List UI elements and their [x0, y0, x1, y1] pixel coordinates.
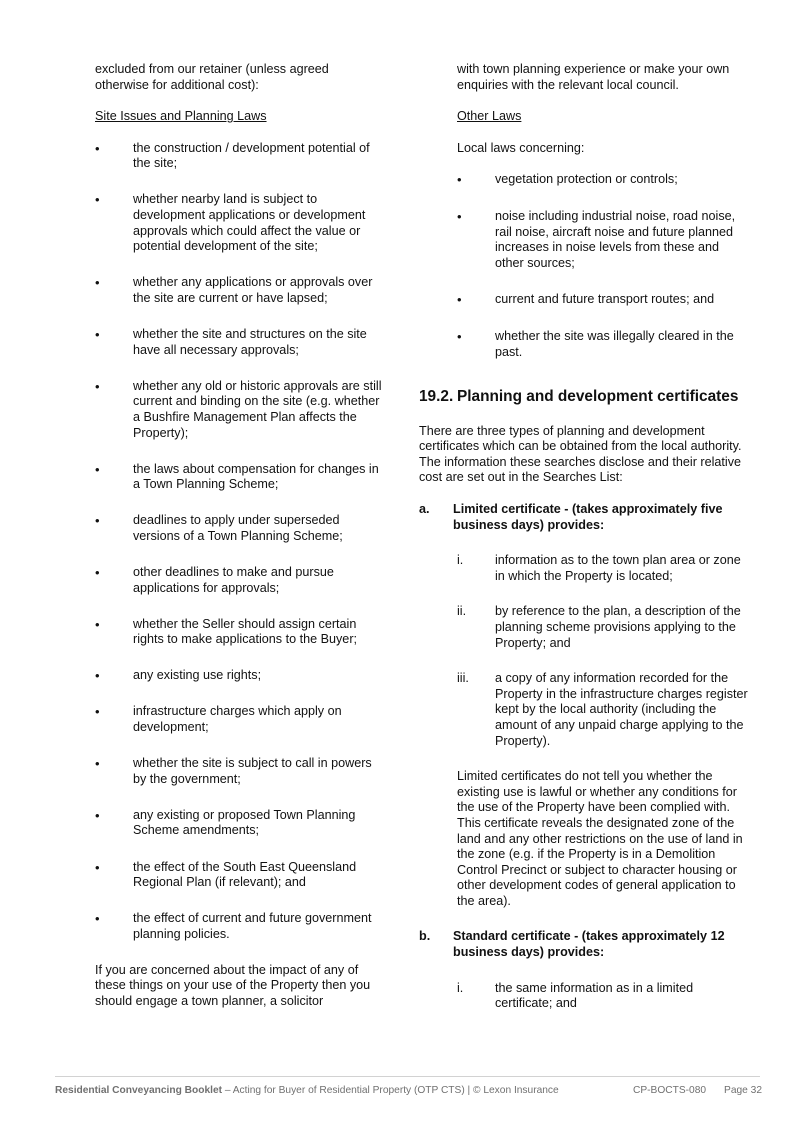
list-item: • any existing use rights;	[95, 668, 385, 684]
limited-certificate-heading	[419, 502, 749, 533]
town-planner-paragraph: If you are concerned about the impact of any of these things on your use of the Property then you should engage a town planner, a solicitor	[95, 962, 371, 1009]
other-laws-heading: Other Laws	[457, 109, 522, 124]
continued-paragraph: with town planning experience or make your own enquiries with the relevant local council.	[457, 62, 730, 92]
list-item	[457, 553, 749, 584]
item-text: the same information as in a limited certificate; and	[495, 980, 694, 1011]
limited-certificate-list	[419, 553, 749, 749]
list-item	[457, 671, 749, 749]
item-title: Standard certificate - (takes approximately 12 business days) provides:	[453, 929, 725, 960]
footer-document-title	[55, 1084, 559, 1097]
retainer-paragraph: excluded from our retainer (unless agreed otherwise for additional cost):	[95, 62, 329, 92]
standard-certificate-heading	[419, 929, 749, 960]
right-indented-block	[419, 62, 749, 360]
list-item: • whether nearby land is subject to development applications or development approvals which could affect the value or potential development of the site;	[95, 192, 385, 254]
list-item: • the effect of the South East Queensland Regional Plan (if relevant); and	[95, 860, 385, 891]
list-item: • the effect of current and future government planning policies.	[95, 911, 385, 942]
site-issues-heading: Site Issues and Planning Laws	[95, 109, 267, 124]
list-item: • whether the Seller should assign certain rights to make applications to the Buyer;	[95, 617, 385, 648]
item-text: a copy of any information recorded for the Property in the infrastructure charges register kept by the local authority (including the amount of any unpaid charge applying to the Property).	[495, 671, 748, 748]
list-item: • vegetation protection or controls;	[457, 172, 749, 188]
list-item: • any existing or proposed Town Planning Scheme amendments;	[95, 808, 385, 839]
section-title: Planning and development certificates	[457, 388, 739, 406]
item-number: ii.	[457, 604, 467, 619]
list-item: • the construction / development potential of the site;	[95, 141, 385, 172]
list-item: • deadlines to apply under superseded versions of a Town Planning Scheme;	[95, 513, 385, 544]
item-number: i.	[457, 553, 464, 568]
page-number: Page 32	[724, 1085, 762, 1096]
other-laws-list	[457, 172, 749, 360]
list-item: • whether any applications or approvals over the site are current or have lapsed;	[95, 275, 385, 306]
list-item: • whether the site is subject to call in powers by the government;	[95, 756, 385, 787]
local-laws-intro: Local laws concerning:	[457, 140, 585, 155]
site-issues-list	[95, 141, 385, 943]
footer-booklet-title: Residential Conveyancing Booklet	[55, 1085, 222, 1096]
footer-meta	[633, 1084, 762, 1097]
limited-certificate-note: Limited certificates do not tell you whether the existing use is lawful or whether any conditions for the use of the Property have been complied with. This certificate reveals the designated zone of the land and any other restrictions on the use of land in the zone (e.g. if the Property is in a Demolition Control Precinct or subject to character housing or other development codes of general application to the area).	[457, 769, 743, 908]
list-item: • whether the site was illegally cleared in the past.	[457, 329, 749, 360]
page-footer	[55, 1084, 762, 1097]
item-number: i.	[457, 980, 464, 995]
item-number: iii.	[457, 671, 469, 686]
list-item: • the laws about compensation for changes in a Town Planning Scheme;	[95, 462, 385, 493]
footer-divider	[55, 1076, 760, 1077]
item-title: Limited certificate - (takes approximately five business days) provides:	[453, 502, 723, 532]
left-column	[95, 62, 385, 1010]
footer-doc-code: CP-BOCTS-080	[633, 1085, 707, 1096]
list-item: • infrastructure charges which apply on development;	[95, 704, 385, 735]
list-item	[457, 604, 749, 651]
section-number: 19.2.	[419, 388, 454, 406]
footer-booklet-subtitle: – Acting for Buyer of Residential Property (OTP CTS) | © Lexon Insurance	[222, 1085, 559, 1096]
item-text: information as to the town plan area or zone in which the Property is located;	[495, 553, 741, 583]
list-item: • noise including industrial noise, road noise, rail noise, aircraft noise and future planned increases in noise levels from these and other sources;	[457, 209, 749, 271]
item-letter: b.	[419, 929, 431, 944]
right-column	[419, 62, 749, 1032]
item-letter: a.	[419, 502, 430, 516]
list-item: • other deadlines to make and pursue applications for approvals;	[95, 565, 385, 596]
section-intro: There are three types of planning and development certificates which can be obtained from the local authority. The information these searches disclose and their relative cost are set out in the Searches List:	[419, 423, 742, 485]
list-item	[457, 981, 749, 1012]
list-item: • current and future transport routes; and	[457, 292, 749, 308]
list-item: • whether any old or historic approvals are still current and binding on the site (e.g. whether a Bushfire Management Plan affects the Property);	[95, 379, 385, 441]
list-item: • whether the site and structures on the site have all necessary approvals;	[95, 327, 385, 358]
section-heading	[419, 388, 749, 407]
item-text: by reference to the plan, a description of the planning scheme provisions applying to the Property; and	[495, 604, 741, 650]
standard-certificate-list	[419, 981, 749, 1012]
